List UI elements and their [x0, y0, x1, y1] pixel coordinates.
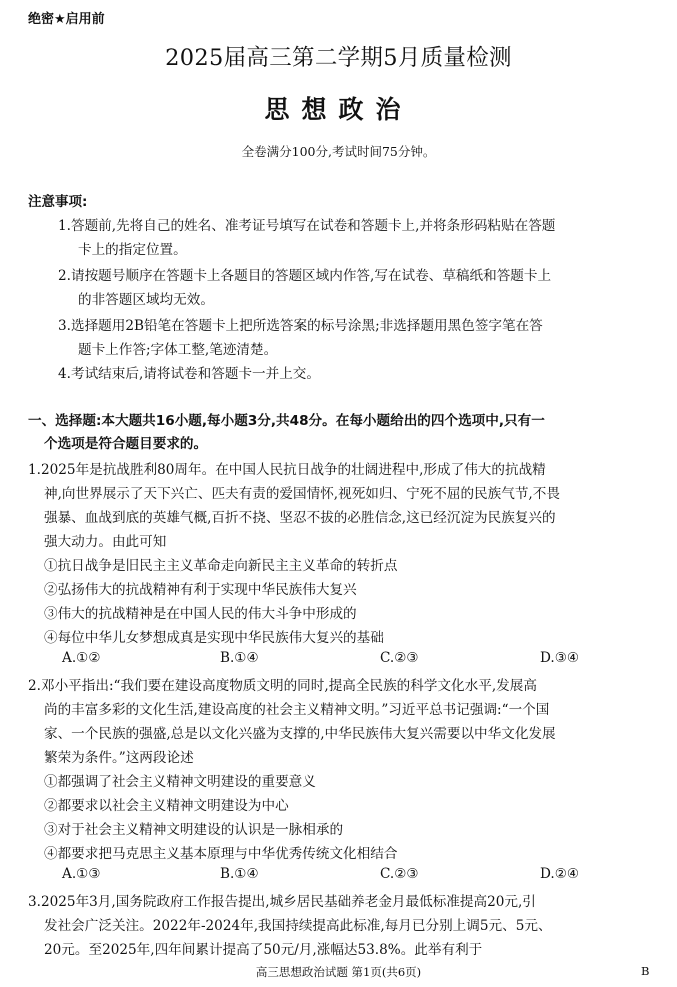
- notice-heading: 注意事项:: [28, 194, 88, 210]
- question-1-text: 1.2025年是抗战胜利80周年。在中国人民抗日战争的壮阔进程中,形成了伟大的抗战精: [28, 462, 546, 478]
- question-3-text: 发社会广泛关注。2022年-2024年,我国持续提高此标准,每月已分别上调5元、5元、: [44, 918, 552, 934]
- question-2-statement: ④都要求把马克思主义基本原理与中华优秀传统文化相结合: [44, 846, 398, 862]
- question-3-text: 20元。至2025年,四年间累计提高了50元/月,涨幅达53.8%。此举有利于: [44, 942, 483, 958]
- notice-item-cont: 题卡上作答;字体工整,笔迹清楚。: [78, 342, 278, 358]
- question-2-text: 2.邓小平指出:“我们要在建设高度物质文明的同时,提高全民族的科学文化水平,发展高: [28, 678, 537, 694]
- page-footer: 高三思想政治试题 第1页(共6页): [255, 965, 422, 979]
- question-2-text: 家、一个民族的强盛,总是以文化兴盛为支撑的,中华民族伟大复兴需要以中华文化发展: [44, 726, 556, 742]
- notice-item: 3.选择题用2B铅笔在答题卡上把所选答案的标号涂黑;非选择题用黑色签字笔在答: [58, 318, 543, 334]
- choice-b: B.①④: [220, 866, 259, 882]
- subject-title: 思想政治: [264, 95, 413, 124]
- paper-version: B: [641, 964, 650, 978]
- question-1-statement: ③伟大的抗战精神是在中国人民的伟大斗争中形成的: [44, 606, 357, 622]
- question-2-statement: ①都强调了社会主义精神文明建设的重要意义: [44, 774, 316, 790]
- choice-a: A.①③: [62, 866, 101, 882]
- notice-item: 1.答题前,先将自己的姓名、准考证号填写在试卷和答题卡上,并将条形码粘贴在答题: [58, 218, 556, 234]
- question-2-statement: ②都要求以社会主义精神文明建设为中心: [44, 798, 289, 814]
- question-3-text: 3.2025年3月,国务院政府工作报告提出,城乡居民基础养老金月最低标准提高20元,引: [28, 894, 536, 910]
- question-1-statement: ④每位中华儿女梦想成真是实现中华民族伟大复兴的基础: [44, 630, 384, 646]
- question-2-text: 尚的丰富多彩的文化生活,建设高度的社会主义精神文明。”习近平总书记强调:“一个国: [44, 702, 550, 718]
- notice-item: 4.考试结束后,请将试卷和答题卡一并上交。: [58, 366, 320, 382]
- choice-a: A.①②: [62, 650, 101, 666]
- notice-item-cont: 的非答题区域均无效。: [78, 292, 214, 308]
- notice-item: 2.请按题号顺序在答题卡上各题目的答题区域内作答,写在试卷、草稿纸和答题卡上: [58, 268, 552, 284]
- choice-d: D.②④: [540, 866, 580, 882]
- question-1-statement: ②弘扬伟大的抗战精神有利于实现中华民族伟大复兴: [44, 582, 357, 598]
- question-2-statement: ③对于社会主义精神文明建设的认识是一脉相承的: [44, 822, 344, 838]
- question-2-text: 繁荣为条件。”这两段论述: [44, 750, 194, 766]
- question-2-choices: [62, 866, 622, 886]
- confidential-label: 绝密★启用前: [28, 12, 105, 27]
- question-1-text: 强暴、血战到底的英雄气概,百折不挠、坚忍不拔的必胜信念,这已经沉淀为民族复兴的: [44, 510, 556, 526]
- notice-item-cont: 卡上的指定位置。: [78, 242, 187, 258]
- question-1-text: 强大动力。由此可知: [44, 534, 167, 550]
- choice-d: D.③④: [540, 650, 580, 666]
- question-1-statement: ①抗日战争是旧民主主义革命走向新民主主义革命的转折点: [44, 558, 398, 574]
- choice-c: C.②③: [380, 650, 419, 666]
- exam-title: 2025届高三第二学期5月质量检测: [165, 45, 512, 71]
- section-heading: 一、选择题:本大题共16小题,每小题3分,共48分。在每小题给出的四个选项中,只有一: [28, 413, 545, 429]
- choice-b: B.①④: [220, 650, 259, 666]
- exam-meta: 全卷满分100分,考试时间75分钟。: [241, 144, 436, 159]
- question-1-choices: [62, 650, 622, 670]
- choice-c: C.②③: [380, 866, 419, 882]
- question-1-text: 神,向世界展示了天下兴亡、匹夫有责的爱国情怀,视死如归、宁死不屈的民族气节,不畏: [44, 486, 560, 502]
- section-heading-cont: 个选项是符合题目要求的。: [44, 436, 208, 452]
